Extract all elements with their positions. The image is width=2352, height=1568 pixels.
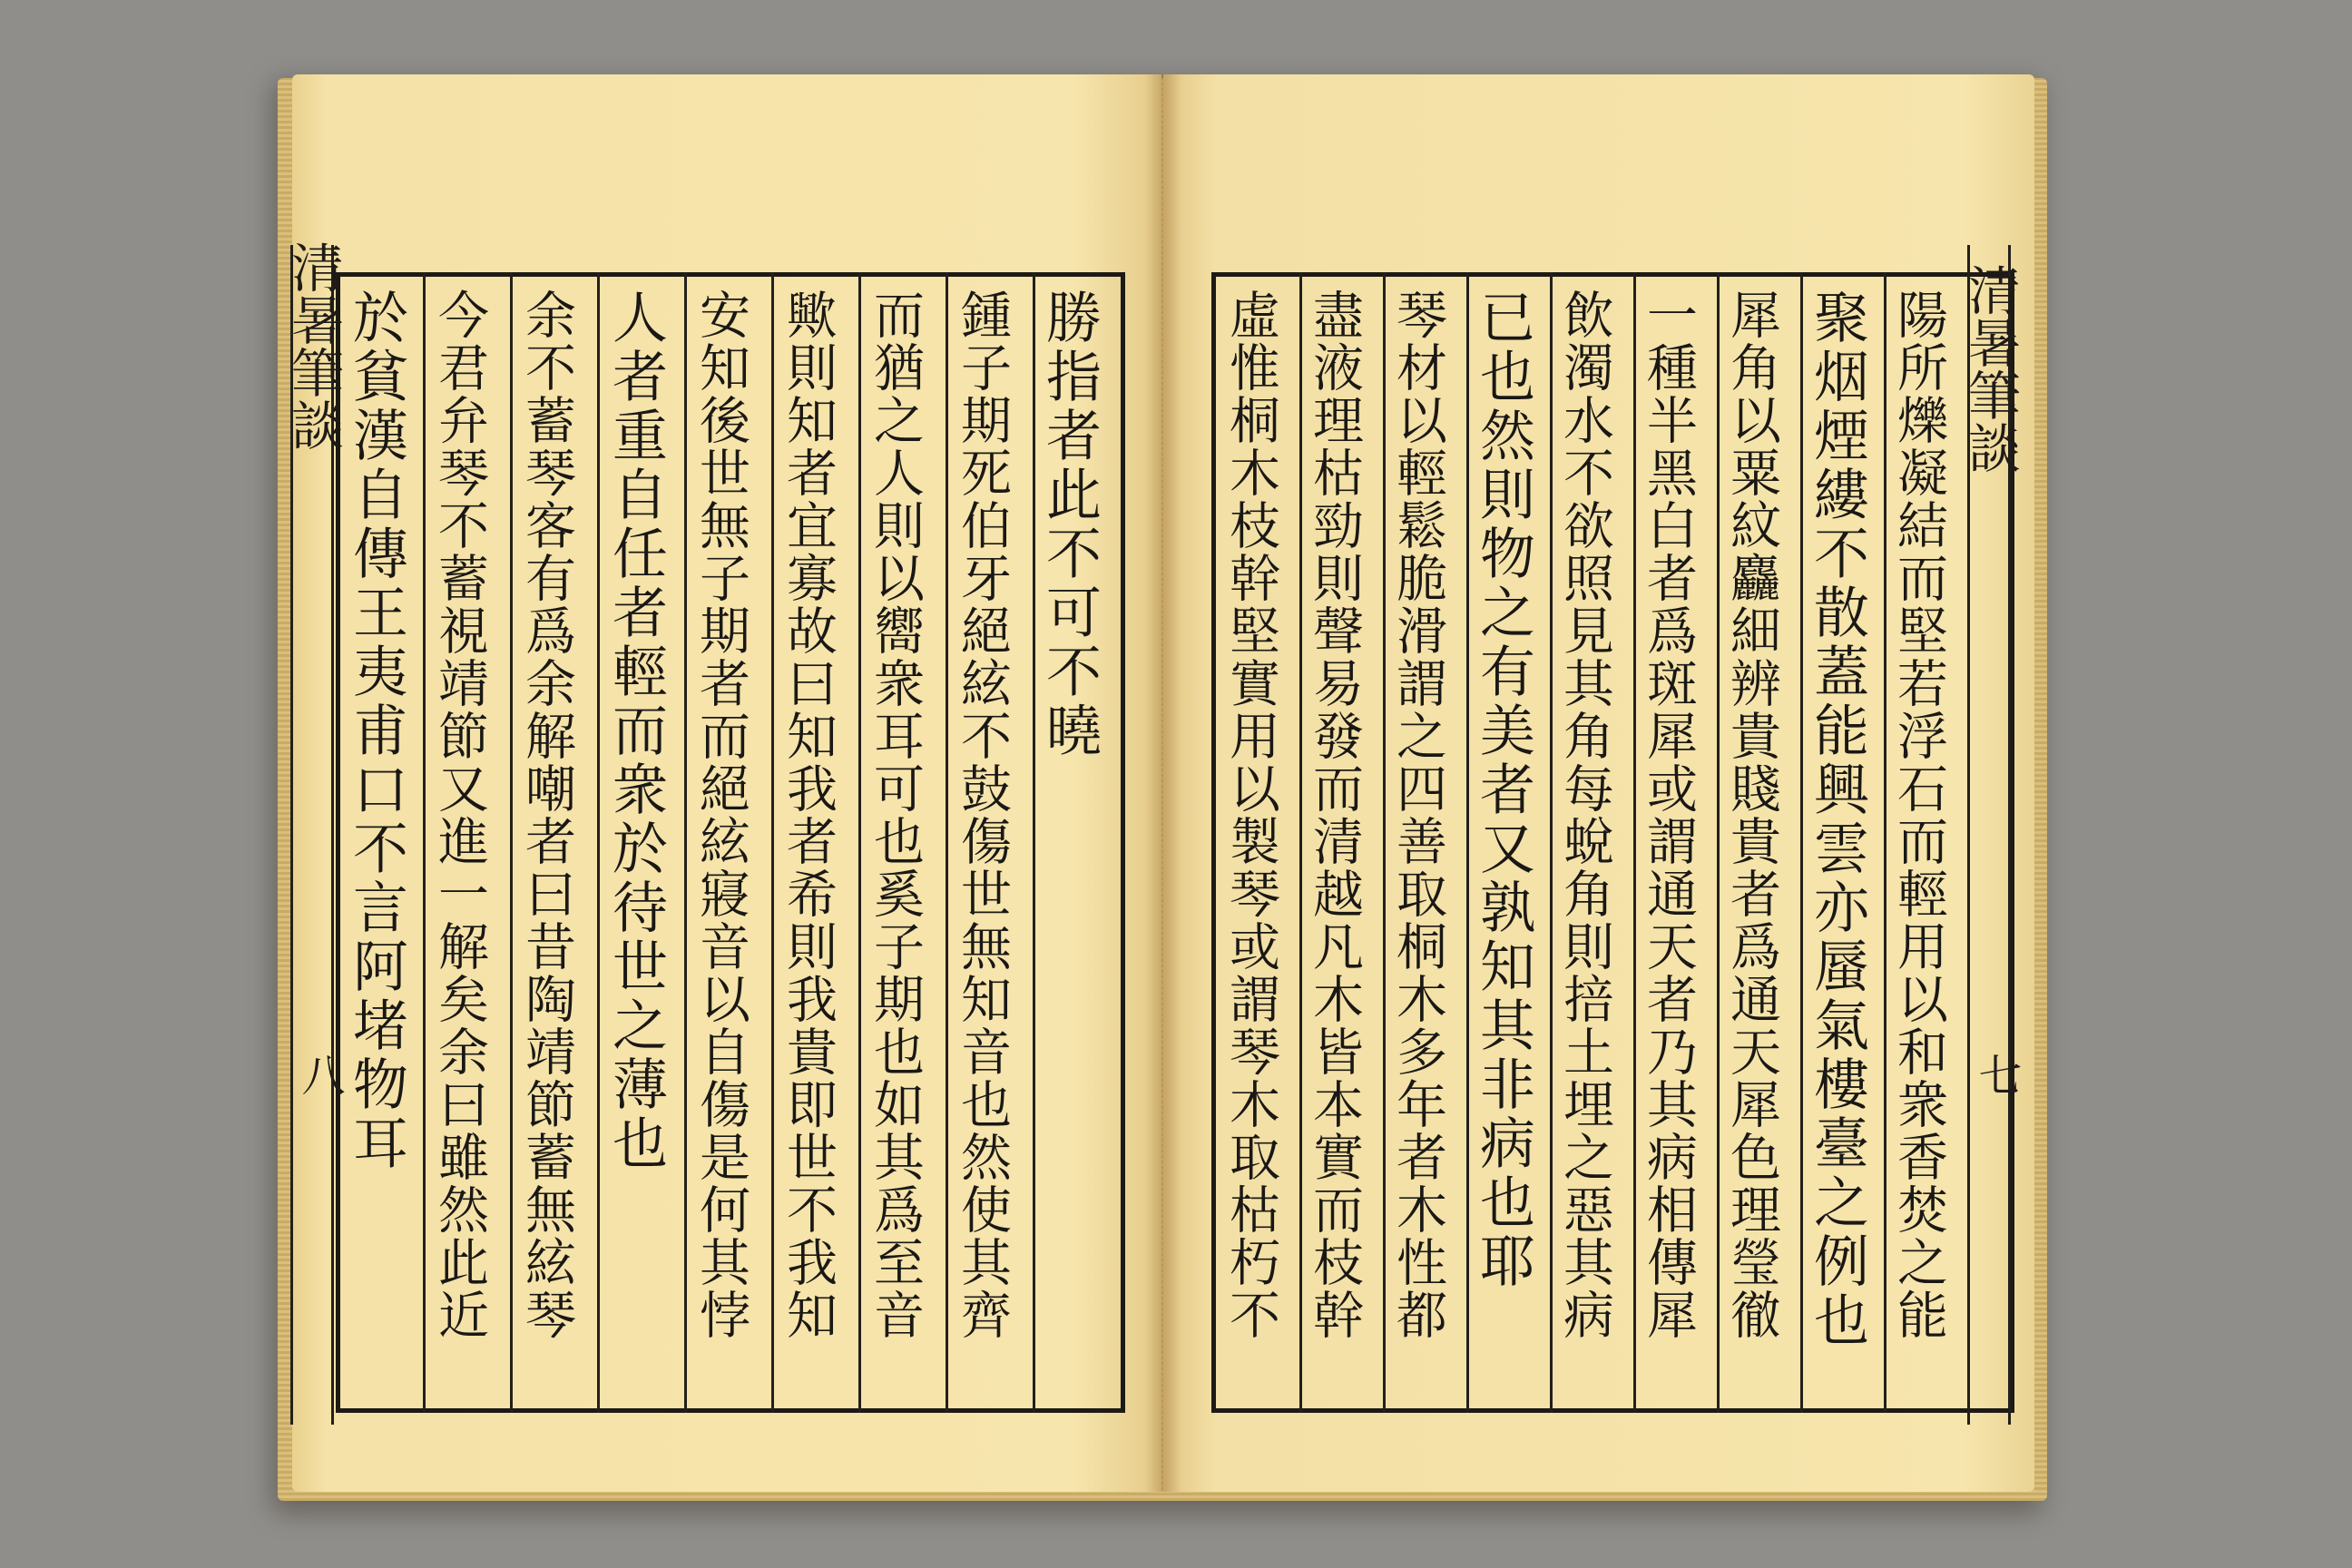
right-text-column-8: 盡液理枯勁則聲易發而清越凡木皆本實而枝幹 xyxy=(1305,289,1364,1341)
right-text-column-9: 虛惟桐木枝幹堅實用以製琴或謂琴木取枯朽不 xyxy=(1221,289,1280,1341)
right-text-column-7: 琴材以輕鬆脆滑謂之四善取桐木多年者木性都 xyxy=(1388,289,1447,1341)
left-margin-title: 清暑筆談 xyxy=(282,240,344,451)
left-folio-number: 八 xyxy=(294,1053,345,1096)
column-rule xyxy=(858,272,861,1413)
right-text-column-5: 飲濁水不欲照見其角每蛻角則掊土埋之惡其病 xyxy=(1555,289,1614,1341)
column-rule xyxy=(946,272,948,1413)
left-text-column-2: 鍾子期死伯牙絕絃不鼓傷世無知音也然使其齊 xyxy=(953,289,1012,1341)
column-rule xyxy=(1299,272,1302,1413)
left-text-column-8: 今君弁琴不蓄視靖節又進一解矣余曰雖然此近 xyxy=(430,289,489,1341)
left-text-column-1: 勝指者此不可不曉 xyxy=(1037,289,1102,760)
column-rule xyxy=(1884,272,1886,1413)
right-text-column-3: 犀角以粟紋麤細辨貴賤貴者爲通天犀色理瑩徹 xyxy=(1722,289,1781,1341)
column-rule xyxy=(1800,272,1803,1413)
column-rule xyxy=(1717,272,1720,1413)
column-rule xyxy=(1383,272,1386,1413)
right-margin-title: 清暑筆談 xyxy=(1959,263,2021,474)
left-text-column-3: 而猶之人則以嚮衆耳可也奚子期也如其爲至音 xyxy=(866,289,925,1341)
column-rule xyxy=(423,272,426,1413)
right-text-column-1: 陽所爍凝結而堅若浮石而輕用以和衆香焚之能 xyxy=(1889,289,1948,1341)
column-rule xyxy=(597,272,600,1413)
book-gutter xyxy=(1145,74,1181,1492)
left-text-column-5: 安知後世無子期者而絕絃寢音以自傷是何其悖 xyxy=(691,289,750,1341)
column-rule xyxy=(1550,272,1553,1413)
right-text-column-6: 已也然則物之有美者又孰知其非病也耶 xyxy=(1471,289,1535,1291)
right-folio-number: 七 xyxy=(1971,1053,2022,1096)
column-rule xyxy=(684,272,687,1413)
left-text-column-9: 於貧漢自傳王夷甫口不言阿堵物耳 xyxy=(344,289,408,1173)
column-rule xyxy=(771,272,774,1413)
right-text-column-2: 聚烟煙縷不散蓋能興雲亦蜃氣樓臺之例也 xyxy=(1805,289,1869,1350)
column-rule xyxy=(1466,272,1469,1413)
left-text-column-4: 歟則知者宜寡故曰知我者希則我貴即世不我知 xyxy=(779,289,838,1341)
left-text-column-7: 余不蓄琴客有爲余解嘲者曰昔陶靖節蓄無絃琴 xyxy=(517,289,576,1341)
left-text-column-6: 人者重自任者輕而衆於待世之薄也 xyxy=(603,289,668,1173)
right-text-column-4: 一種半黑白者爲斑犀或謂通天者乃其病相傳犀 xyxy=(1639,289,1698,1341)
column-rule xyxy=(1033,272,1035,1413)
column-rule xyxy=(510,272,513,1413)
column-rule xyxy=(1633,272,1636,1413)
